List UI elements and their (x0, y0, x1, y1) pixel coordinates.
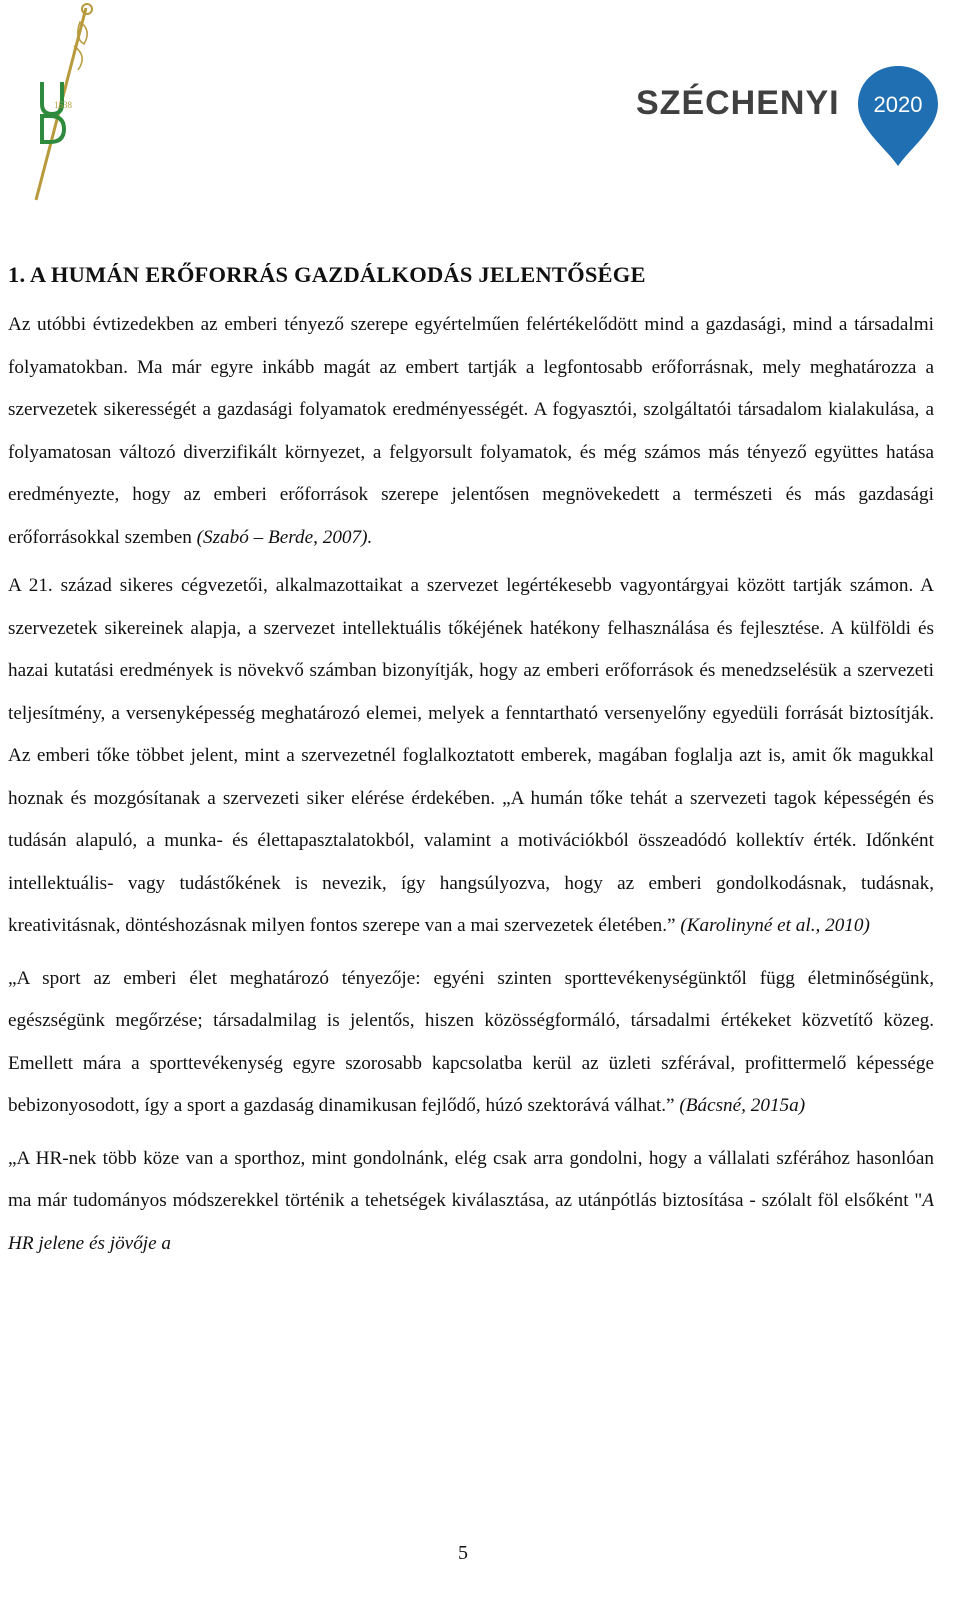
paragraph-1 (8, 304, 934, 559)
paragraph-4-italic: A HR jelene és jövője a (8, 1190, 934, 1254)
szechenyi-2020-logo (636, 62, 946, 172)
page-number: 5 (458, 1542, 468, 1564)
page-header (0, 0, 960, 220)
university-of-debrecen-logo (14, 0, 104, 210)
paragraph-3-citation: (Bácsné, 2015a) (679, 1095, 806, 1116)
szechenyi-wordmark: SZÉCHENYI (636, 84, 840, 122)
paragraph-3 (8, 958, 934, 1128)
paragraph-2-text: A 21. század sikeres cégvezetői, alkalmazottaikat a szervezet legértékesebb vagyontárgyai között tartják számon. A szervezetek sikereinek alapja, a szervezet intellektuális tőkéjének hatékony felhasználása és fejlesztése. A külföldi és hazai kutatási eredmények is növekvő számban bizonyítják, hogy az emberi erőforrások és menedzselésük a szervezeti teljesítmény, a versenyképesség meghatározó elemei, melyek a fenntartható versenyelőny egyedüli forrását biztosítják. Az emberi tőke többet jelent, mint a szervezetnél foglalkoztatott emberek, magában foglalja azt is, amit ők magukkal hoznak és mozgósítanak a szervezeti siker elérése érdekében. „A humán tőke tehát a szervezeti tagok képességén és tudásán alapuló, a munka- és élettapasztalatokból, valamint a motivációkból összeadódó kollektív érték. Időnként intellektuális- vagy tudástőkének is nevezik, így hangsúlyozva, hogy az emberi gondolkodásnak, tudásnak, kreativitásnak, döntéshozásnak milyen fontos szerepe van a mai szervezetek életében.” (8, 575, 934, 936)
svg-text:1538: 1538 (54, 100, 72, 110)
paragraph-1-text: Az utóbbi évtizedekben az emberi tényező szerepe egyértelműen felértékelődött mind a gazdasági, mind a társadalmi folyamatokban. Ma már egyre inkább magát az embert tartják a legfontosabb erőforrásnak, mely meghatározza a szervezetek sikerességét a gazdasági folyamatok eredményességét. A fogyasztói, szolgáltatói társadalom kialakulása, a folyamatosan változó diverzifikált környezet, a felgyorsult folyamatok, és még számos más tényező együttes hatása eredményezte, hogy az emberi erőforrások szerepe jelentősen megnövekedett a természeti és más gazdasági erőforrásokkal szemben (8, 314, 934, 548)
location-pin-icon (854, 62, 942, 172)
paragraph-4 (8, 1138, 934, 1266)
szechenyi-year: 2020 (873, 92, 923, 117)
paragraph-4-text: „A HR-nek több köze van a sporthoz, mint gondolnánk, elég csak arra gondolni, hogy a vállalati szférához hasonlóan ma már tudományos módszerekkel történik a tehetségek kiválasztása, az utánpótlás biztosítása - szólalt föl elsőként " (8, 1147, 934, 1211)
paragraph-1-citation: (Szabó – Berde, 2007). (196, 526, 373, 548)
section-heading: 1. A HUMÁN ERŐFORRÁS GAZDÁLKODÁS JELENTŐSÉGE (8, 262, 646, 287)
paragraph-3-text: „A sport az emberi élet meghatározó tényezője: egyéni szinten sporttevékenységünktől függ életminőségünk, egészségünk megőrzése; társadalmilag is jelentős, hiszen közösségformáló, társadalmi értékeket közvetítő közeg. Emellett mára a sporttevékenység egyre szorosabb kapcsolatba kerül az üzleti szférával, profittermelő képessége bebizonyosodott, így a sport a gazdaság dinamikusan fejlődő, húzó szektorává válhat.” (8, 967, 934, 1116)
document-body (8, 258, 934, 1273)
paragraph-2-citation: (Karolinyné et al., 2010) (680, 915, 870, 936)
paragraph-2 (8, 565, 934, 948)
